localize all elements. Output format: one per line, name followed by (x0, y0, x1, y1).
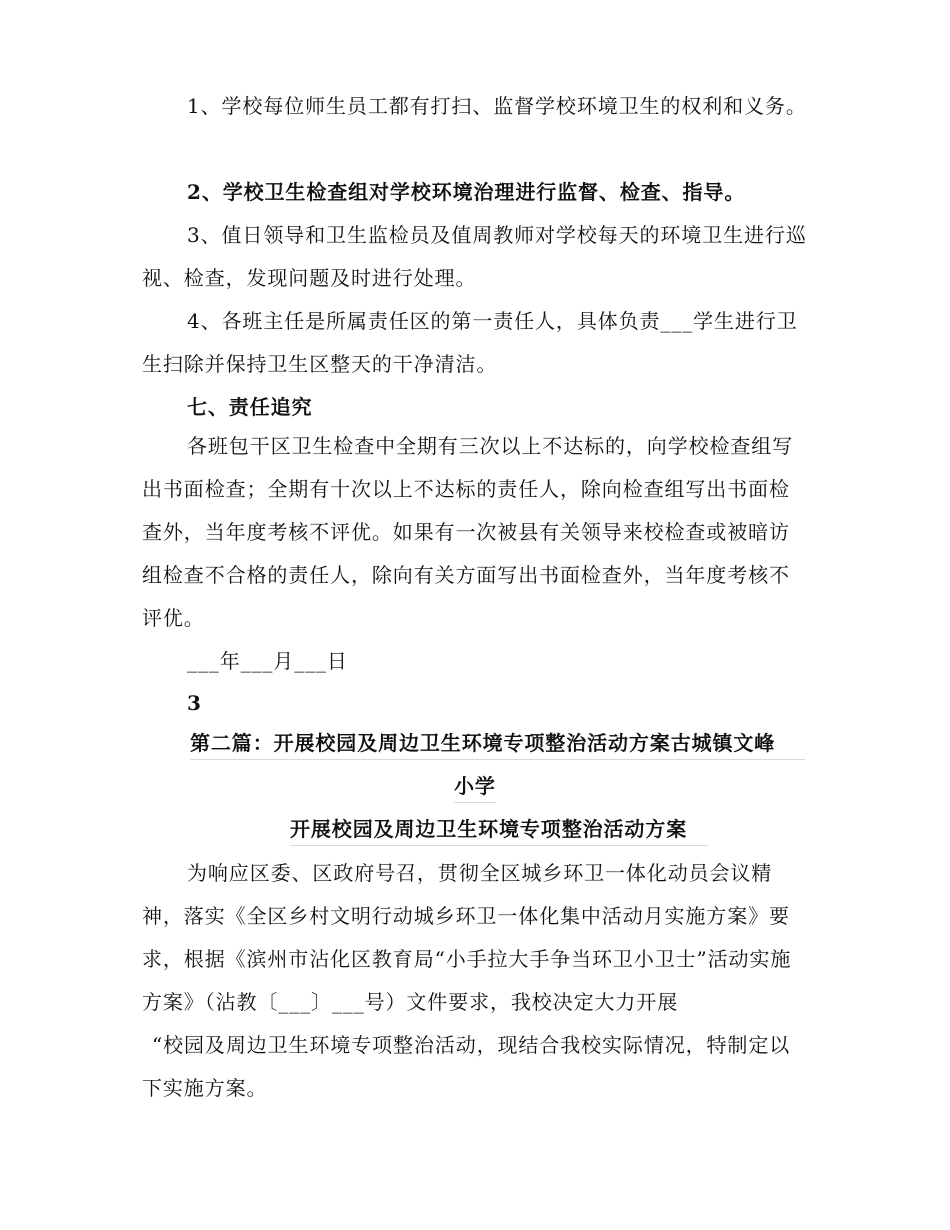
paragraph-duty-1: 1、学校每位师生员工都有打扫、监督学校环境卫生的权利和义务。 (187, 94, 807, 118)
chapter-title-line-1: 第二篇：开展校园及周边卫生环境专项整治活动方案古城镇文峰 (190, 731, 776, 755)
chapter-subtitle: 开展校园及周边卫生环境专项整治活动方案 (290, 817, 688, 841)
paragraph-intro-continued: “校园及周边卫生环境专项整治活动，现结合我校实际情况，特制定以下实施方案。 (142, 1033, 791, 1100)
title-underline-2 (454, 802, 496, 803)
paragraph-accountability: 各班包干区卫生检查中全期有三次以上不达标的，向学校检查组写出书面检查；全期有十次以上不达标的责任人，除向检查组写出书面检查外，当年度考核不评优。如果有一次被县有关领导来校检查或被暗访组检查不合格的责任人，除向有关方面写出书面检查外，当年度考核不评优。 (142, 434, 794, 630)
title-underline-1 (190, 759, 805, 760)
paragraph-duty-4: 4、各班主任是所属责任区的第一责任人，具体负责___学生进行卫生扫除并保持卫生区整天的干净清洁。 (142, 309, 798, 376)
subtitle-underline (290, 845, 708, 846)
section-heading-accountability: 七、责任追究 (187, 395, 313, 419)
date-line: ___年___月___日 (187, 649, 348, 673)
page-number: 3 (187, 691, 202, 715)
paragraph-intro: 为响应区委、区政府号召，贯彻全区城乡环卫一体化动员会议精神，落实《全区乡村文明行动城乡环卫一体化集中活动月实施方案》要求，根据《滨州市沾化区教育局“小手拉大手争当环卫小卫士”活动实施方案》（沾教〔___〕___号）文件要求，我校决定大力开展 (142, 861, 792, 1014)
paragraph-duty-2: 2、学校卫生检查组对学校环境治理进行监督、检查、指导。 (187, 180, 746, 204)
chapter-title-line-2: 小学 (454, 774, 496, 798)
paragraph-duty-3: 3、值日领导和卫生监检员及值周教师对学校每天的环境卫生进行巡视、检查，发现问题及时进行处理。 (142, 223, 807, 290)
